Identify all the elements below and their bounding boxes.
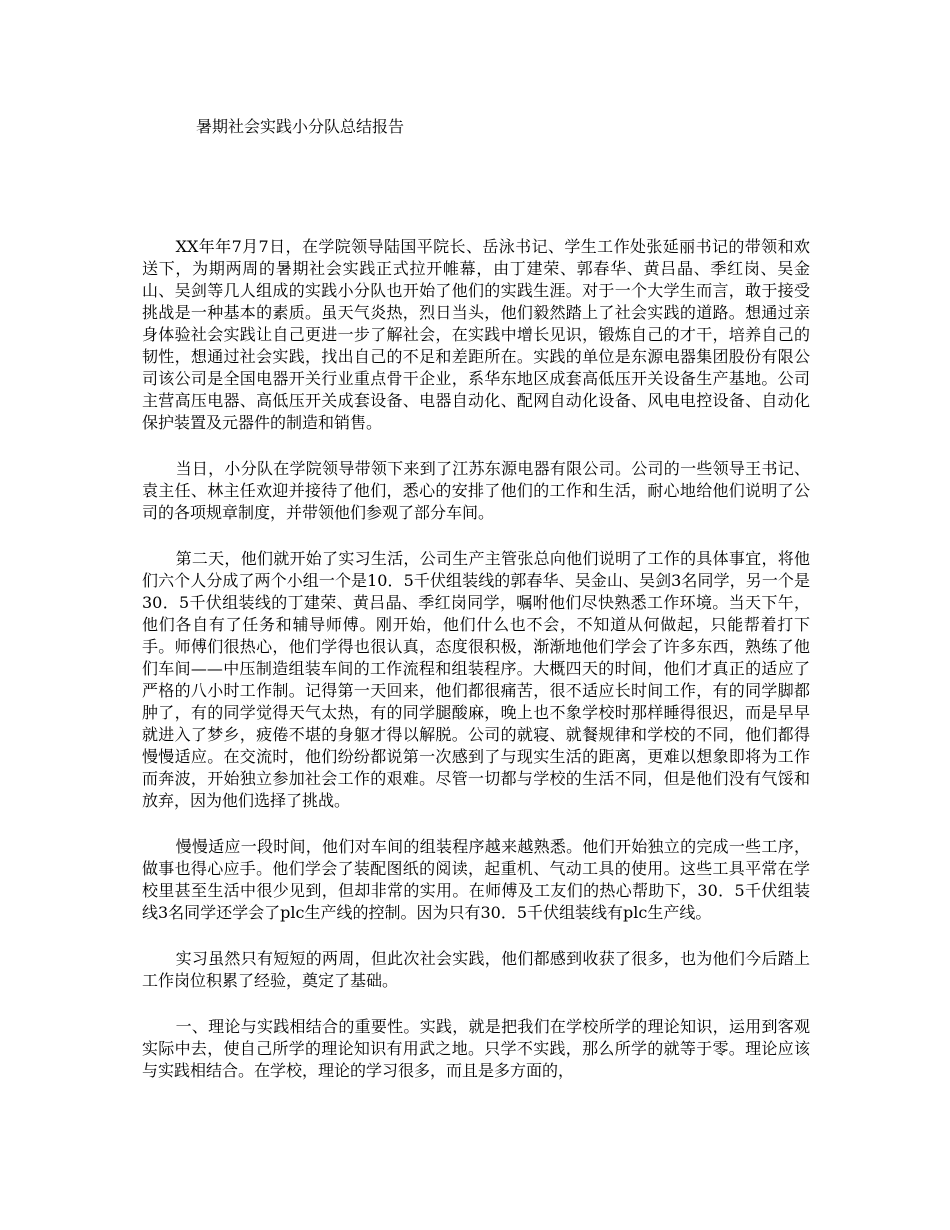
paragraph-5: 实习虽然只有短短的两周，但此次社会实践，他们都感到收获了很多，也为他们今后踏上工作岗位积累了经验，奠定了基础。 (142, 949, 810, 990)
paragraph-6: 一、理论与实践相结合的重要性。实践，就是把我们在学校所学的理论知识，运用到客观实际中去，使自己所学的理论知识有用武之地。只学不实践，那么所学的就等于零。理论应该与实践相结合。在学校，理论的学习很多，而且是多方面的， (142, 1017, 810, 1080)
paragraph-3: 第二天，他们就开始了实习生活，公司生产主管张总向他们说明了工作的具体事宜，将他们六个人分成了两个小组一个是10．5千伏组装线的郭春华、吴金山、吴剑3名同学，另一个是30．5千伏组装线的丁建荣、黄吕晶、季红岗同学，嘱咐他们尽快熟悉工作环境。当天下午，他们各自有了任务和辅导师傅。刚开始，他们什么也不会，不知道从何做起，只能帮着打下手。师傅们很热心，他们学得也很认真，态度很积极，渐渐地他们学会了许多东西，熟练了他们车间——中压制造组装车间的工作流程和组装程序。大概四天的时间，他们才真正的适应了严格的八小时工作制。记得第一天回来，他们都很痛苦，很不适应长时间工作，有的同学脚都肿了，有的同学觉得天气太热，有的同学腿酸麻，晚上也不象学校时那样睡得很迟，而是早早就进入了梦乡，疲倦不堪的身躯才得以解脱。公司的就寝、就餐规律和学校的不同，他们都得慢慢适应。在交流时，他们纷纷都说第一次感到了与现实生活的距离，更难以想象即将为工作而奔波，开始独立参加社会工作的艰难。尽管一切都与学校的生活不同，但是他们没有气馁和放弃，因为他们选择了挑战。 (142, 549, 810, 810)
paragraph-4: 慢慢适应一段时间，他们对车间的组装程序越来越熟悉。他们开始独立的完成一些工序，做事也得心应手。他们学会了装配图纸的阅读，起重机、气动工具的使用。这些工具平常在学校里甚至生活中很少见到，但却非常的实用。在师傅及工友们的热心帮助下，30．5千伏组装线3名同学还学会了plc生产线的控制。因为只有30．5千伏组装线有plc生产线。 (142, 837, 810, 922)
document-title: 暑期社会实践小分队总结报告 (196, 117, 405, 136)
paragraph-2: 当日，小分队在学院领导带领下来到了江苏东源电器有限公司。公司的一些领导王书记、袁主任、林主任欢迎并接待了他们，悉心的安排了他们的工作和生活，耐心地给他们说明了公司的各项规章制度，并带领他们参观了部分车间。 (142, 459, 810, 522)
document-body (142, 236, 810, 1106)
paragraph-1: XX年年7月7日，在学院领导陆国平院长、岳泳书记、学生工作处张延丽书记的带领和欢送下，为期两周的暑期社会实践正式拉开帷幕，由丁建荣、郭春华、黄吕晶、季红岗、吴金山、吴剑等几人组成的实践小分队也开始了他们的实践生涯。对于一个大学生而言，敢于接受挑战是一种基本的素质。虽天气炎热，烈日当头，他们毅然踏上了社会实践的道路。想通过亲身体验社会实践让自己更进一步了解社会，在实践中增长见识，锻炼自己的才干，培养自己的韧性，想通过社会实践，找出自己的不足和差距所在。实践的单位是东源电器集团股份有限公司该公司是全国电器开关行业重点骨干企业，系华东地区成套高低压开关设备生产基地。公司主营高压电器、高低压开关成套设备、电器自动化、配网自动化设备、风电电控设备、自动化保护装置及元器件的制造和销售。 (142, 237, 810, 432)
